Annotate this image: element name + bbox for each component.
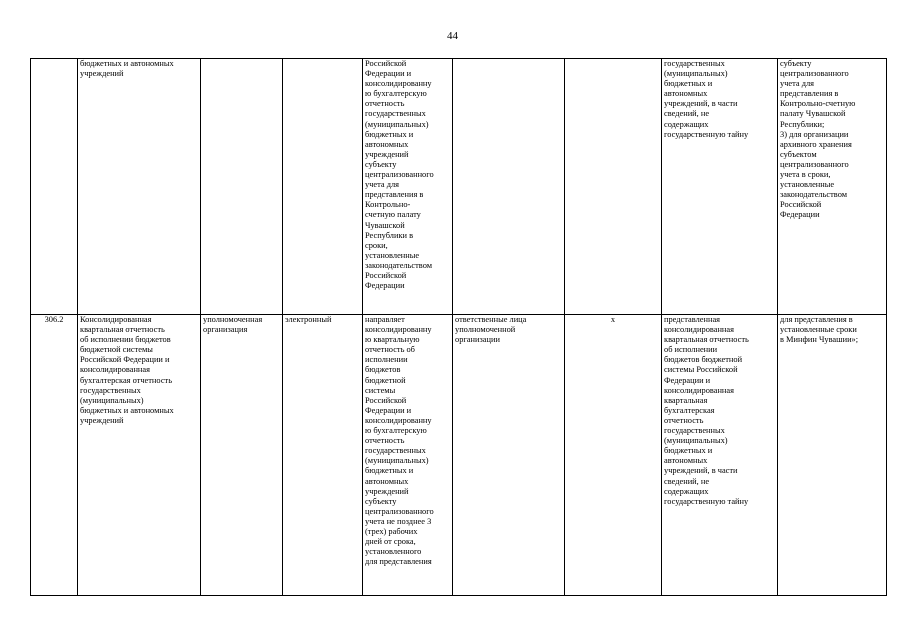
action-cell: направляет консолидированну ю квартальную отчетность об исполнении бюджетов бюджетной системы Российской Федерации и консолидированну ю бухгалтерскую отчетность государственных (муниципальных) бюджетных и автономных учреждений субъекту централизованного учета не позднее 3 (трех) рабочих дней от срока, установленного для представления: [363, 315, 453, 596]
document-table: [30, 58, 887, 596]
document-name-cell: Консолидированная квартальная отчетность об исполнении бюджетов бюджетной системы Российской Федерации и консолидированная бухгалтерская отчетность государственных (муниципальных) бюджетных и автономных учреждений: [78, 315, 201, 596]
recipient-cell: [453, 59, 565, 315]
row-number-cell: [31, 59, 78, 315]
form-cell: электронный: [283, 315, 363, 596]
content-cell: государственных (муниципальных) бюджетных и автономных учреждений, в части сведений, не содержащих государственную тайну: [662, 59, 778, 315]
action-cell: Российской Федерации и консолидированну ю бухгалтерскую отчетность государственных (муниципальных) бюджетных и автономных учреждений субъекту централизованного учета для представления в Контрольно- счетную палату Чувашской Республики в сроки, установленные законодательством Российской Федерации: [363, 59, 453, 315]
row-number-cell: 306.2: [31, 315, 78, 596]
page-number: 44: [447, 30, 458, 42]
responsible-cell: уполномоченная организация: [201, 315, 283, 596]
purpose-cell: субъекту централизованного учета для представления в Контрольно-счетную палату Чувашской Республики; 3) для организации архивного хранения субъектом централизованного учета в сроки, установленные законодательством Российской Федерации: [778, 59, 887, 315]
purpose-cell: для представления в установленные сроки в Минфин Чувашии»;: [778, 315, 887, 596]
form-cell: [283, 59, 363, 315]
table-row: [31, 315, 887, 596]
content-cell: представленная консолидированная квартальная отчетность об исполнении бюджетов бюджетной системы Российской Федерации и консолидированная квартальная бухгалтерская отчетность государственных (муниципальных) бюджетных и автономных учреждений, в части сведений, не содержащих государственную тайну: [662, 315, 778, 596]
deadline-cell: х: [565, 315, 662, 596]
deadline-cell: [565, 59, 662, 315]
recipient-cell: ответственные лица уполномоченной организации: [453, 315, 565, 596]
document-name-cell: бюджетных и автономных учреждений: [78, 59, 201, 315]
table-row: [31, 59, 887, 315]
responsible-cell: [201, 59, 283, 315]
